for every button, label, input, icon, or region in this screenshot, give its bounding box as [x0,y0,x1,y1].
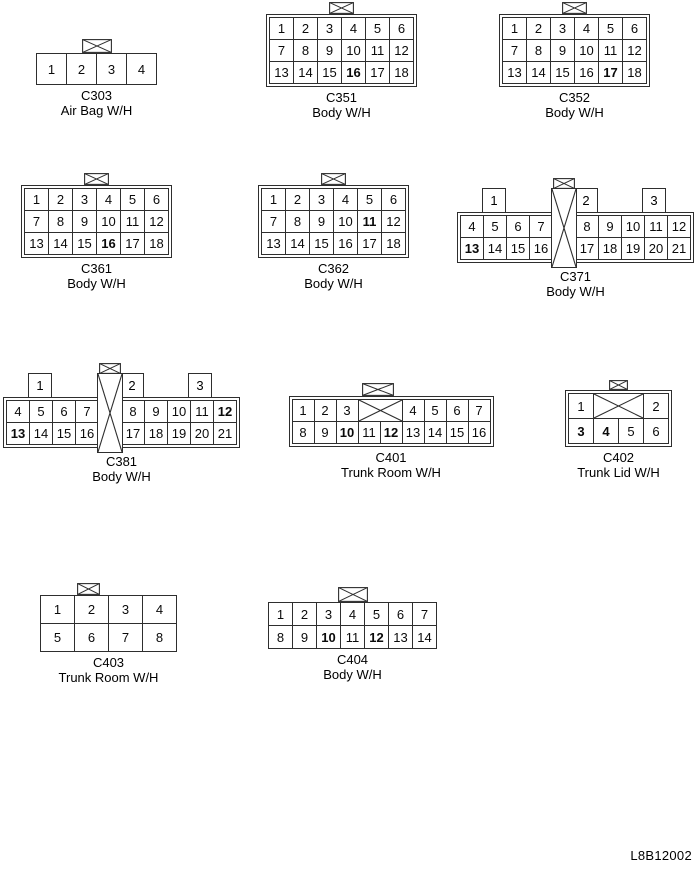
pin-cell: 4 [342,18,366,40]
connector-id-label: C361 [80,261,113,276]
pin-cell: 17 [358,233,382,255]
connector-c371 [457,178,694,299]
pin-cell: 8 [292,422,314,444]
pin-cell: 6 [53,401,76,423]
pin-cell: 15 [446,422,468,444]
pin-cell: 13 [270,62,294,84]
pin-cell: 9 [310,211,334,233]
top-pin-cell: 3 [642,188,666,213]
connector-housing [266,14,417,87]
pin-cell: 4 [127,54,157,85]
pin-cell: 6 [382,189,406,211]
connector-pin-grid [268,602,437,649]
pin-cell: 13 [461,238,484,260]
pin-cell: 11 [121,211,145,233]
pin-cell: 5 [484,216,507,238]
pin-cell: 3 [318,18,342,40]
pin-cell: 10 [622,216,645,238]
connector-lock-tab-icon [338,587,368,602]
connector-c351 [266,2,417,120]
pin-cell: 9 [314,422,336,444]
pin-cell: 5 [599,18,623,40]
pin-cell: 7 [468,400,490,422]
connector-c381 [3,363,240,484]
pin-cell: 7 [530,216,553,238]
pin-cell: 4 [7,401,30,423]
pin-cell: 3 [310,189,334,211]
pin-cell: 4 [143,596,177,624]
pin-cell: 4 [461,216,484,238]
pin-cell: 11 [599,40,623,62]
pin-cell: 3 [97,54,127,85]
pin-cell: 12 [145,211,169,233]
connector-housing [21,185,172,258]
connector-c404 [267,587,438,682]
connector-lock-tab-icon [84,173,109,185]
connector-c403 [40,583,177,685]
pin-cell: 18 [382,233,406,255]
pin-cell: 2 [67,54,97,85]
pin-cell: 13 [25,233,49,255]
pin-cell: 5 [30,401,53,423]
connector-lock-tab-icon [77,583,100,595]
connector-c362 [258,173,409,291]
pin-cell: 15 [507,238,530,260]
pin-cell: 8 [269,626,293,649]
connector-pin-grid [24,188,169,255]
connector-harness-label: Body W/H [323,667,382,682]
connector-c303 [33,39,160,118]
pin-cell: 16 [334,233,358,255]
pin-cell: 6 [390,18,414,40]
pin-cell: 20 [645,238,668,260]
top-pin-cell: 3 [188,373,212,398]
pin-cell: 10 [334,211,358,233]
pin-cell: 8 [49,211,73,233]
pin-cell: 15 [551,62,575,84]
pin-cell: 2 [294,18,318,40]
pin-cell: 10 [97,211,121,233]
pin-cell: 2 [527,18,551,40]
pin-cell: 1 [503,18,527,40]
pin-cell: 4 [341,603,365,626]
pin-cell: 18 [390,62,414,84]
connector-harness-label: Trunk Room W/H [341,465,441,480]
pin-cell: 5 [121,189,145,211]
connector-lock-tab-icon [362,383,394,396]
pin-cell: 7 [76,401,99,423]
figure-code: L8B12002 [630,848,692,863]
pin-cell: 12 [390,40,414,62]
pin-cell: 11 [341,626,365,649]
pin-cell: 4 [575,18,599,40]
pin-cell: 4 [594,419,619,444]
connector-c352 [499,2,650,120]
pin-cell: 16 [530,238,553,260]
pin-cell: 10 [336,422,358,444]
pin-cell: 2 [75,596,109,624]
connector-pin-grid [36,53,157,85]
connector-harness-label: Trunk Room W/H [58,670,159,685]
pin-cell: 14 [30,423,53,445]
pin-cell: 2 [293,603,317,626]
pin-cell: 7 [109,624,143,652]
pin-cell: 19 [168,423,191,445]
connector-housing [499,14,650,87]
pin-cell: 11 [645,216,668,238]
pin-cell: 3 [336,400,358,422]
pin-cell: 4 [97,189,121,211]
connector-id-label: C362 [317,261,350,276]
pin-cell: 18 [623,62,647,84]
pin-cell: 19 [622,238,645,260]
pin-cell: 13 [402,422,424,444]
pin-cell: 18 [145,423,168,445]
pin-cell: 14 [484,238,507,260]
pin-cell: 7 [503,40,527,62]
pin-cell: 4 [402,400,424,422]
pin-cell: 16 [342,62,366,84]
connector-id-label: C351 [325,90,358,105]
pin-cell: 15 [53,423,76,445]
connector-pin-grid [269,17,414,84]
pin-cell: 1 [569,394,594,419]
pin-cell: 8 [576,216,599,238]
pin-cell: 12 [668,216,691,238]
pin-cell: 6 [644,419,669,444]
pin-cell: 1 [269,603,293,626]
pin-cell: 21 [668,238,691,260]
pin-cell: 16 [76,423,99,445]
pin-cell: 10 [575,40,599,62]
pin-cell: 7 [270,40,294,62]
pin-cell: 3 [569,419,594,444]
pin-cell: 5 [366,18,390,40]
pin-cell: 20 [191,423,214,445]
connector-harness-label: Body W/H [545,105,604,120]
pin-cell: 1 [25,189,49,211]
connector-harness-label: Trunk Lid W/H [577,465,660,480]
pin-cell: 2 [644,394,669,419]
pin-cell: 1 [292,400,314,422]
pin-cell: 11 [358,211,382,233]
connector-harness-label: Air Bag W/H [60,103,133,118]
pin-cell: 1 [270,18,294,40]
connector-housing [565,390,672,447]
pin-cell: 14 [294,62,318,84]
pin-cell: 8 [294,40,318,62]
pin-cell: 7 [413,603,437,626]
pin-cell: 9 [551,40,575,62]
connector-id-label: C401 [375,450,407,465]
pin-cell: 5 [41,624,75,652]
pin-cell: 13 [503,62,527,84]
pin-cell: 17 [121,233,145,255]
pin-cell: 17 [599,62,623,84]
connector-pin-grid [568,393,669,444]
pin-cell: 18 [599,238,622,260]
pin-cell: 14 [49,233,73,255]
pin-cell: 4 [334,189,358,211]
pin-cell: 12 [214,401,237,423]
connector-id-label: C371 [559,269,592,284]
pin-cell: 3 [551,18,575,40]
pin-cell: 3 [317,603,341,626]
connector-lock-tab-icon [562,2,587,14]
connector-harness-label: Body W/H [304,276,363,291]
pin-cell: 15 [310,233,334,255]
pin-cell: 6 [623,18,647,40]
pin-cell: 5 [358,189,382,211]
connector-c361 [21,173,172,291]
pin-cell: 21 [214,423,237,445]
pin-cell: 15 [73,233,97,255]
pin-cell: 12 [380,422,402,444]
top-pin-cell: 2 [574,188,598,213]
pin-cell: 16 [97,233,121,255]
pin-cell: 6 [507,216,530,238]
connector-id-label: C402 [602,450,635,465]
pin-cell: 17 [122,423,145,445]
pin-cell: 16 [468,422,490,444]
connector-lock-tab-icon [82,39,112,53]
top-pin-cell: 1 [28,373,52,398]
pin-cell: 8 [286,211,310,233]
pin-cell: 6 [145,189,169,211]
pin-cell: 13 [389,626,413,649]
pin-cell: 2 [49,189,73,211]
pin-cell: 8 [527,40,551,62]
connector-key-x-icon [594,394,644,419]
connector-latch-icon [551,188,577,268]
connector-harness-label: Body W/H [312,105,371,120]
connector-c402 [565,380,672,480]
connector-pin-grid [261,188,406,255]
connector-housing [289,396,494,447]
connector-harness-label: Body W/H [546,284,605,299]
pin-cell: 13 [262,233,286,255]
pin-cell: 5 [365,603,389,626]
pin-cell: 10 [317,626,341,649]
pin-cell: 9 [145,401,168,423]
pin-cell: 9 [599,216,622,238]
pin-cell: 6 [75,624,109,652]
pin-cell: 7 [262,211,286,233]
pin-cell: 17 [366,62,390,84]
pin-cell: 18 [145,233,169,255]
pin-cell: 11 [191,401,214,423]
pin-cell: 6 [389,603,413,626]
connector-c401 [287,383,495,480]
connector-lock-tab-icon [321,173,346,185]
connector-lock-tab-icon [329,2,354,14]
connector-harness-label: Body W/H [92,469,151,484]
connector-key-x-icon [358,400,402,422]
connector-pin-grid [502,17,647,84]
pin-cell: 14 [413,626,437,649]
pin-cell: 12 [382,211,406,233]
pin-cell: 12 [365,626,389,649]
pin-cell: 17 [576,238,599,260]
top-pin-cell: 1 [482,188,506,213]
pin-cell: 5 [619,419,644,444]
pin-cell: 8 [122,401,145,423]
pin-cell: 3 [109,596,143,624]
pin-cell: 9 [73,211,97,233]
pin-cell: 9 [318,40,342,62]
pin-cell: 7 [25,211,49,233]
pin-cell: 16 [575,62,599,84]
pin-cell: 12 [623,40,647,62]
top-pin-cell: 2 [120,373,144,398]
pin-cell: 11 [358,422,380,444]
connector-latch-icon [97,373,123,453]
connector-pin-grid [292,399,491,444]
connector-housing [258,185,409,258]
connector-id-label: C403 [92,655,125,670]
connector-id-label: C381 [105,454,138,469]
pin-cell: 2 [286,189,310,211]
pin-cell: 8 [143,624,177,652]
pin-cell: 3 [73,189,97,211]
connector-harness-label: Body W/H [67,276,126,291]
pin-cell: 5 [424,400,446,422]
pin-cell: 1 [262,189,286,211]
pin-cell: 14 [286,233,310,255]
pin-cell: 11 [366,40,390,62]
pin-cell: 13 [7,423,30,445]
connector-id-label: C404 [336,652,369,667]
pin-cell: 1 [37,54,67,85]
connector-lock-tab-icon [609,380,628,390]
pin-cell: 10 [168,401,191,423]
pin-cell: 9 [293,626,317,649]
connector-pin-grid [40,595,177,652]
connector-id-label: C303 [80,88,113,103]
pin-cell: 10 [342,40,366,62]
pin-cell: 6 [446,400,468,422]
connector-id-label: C352 [558,90,591,105]
pin-cell: 14 [424,422,446,444]
pin-cell: 15 [318,62,342,84]
pin-cell: 14 [527,62,551,84]
pin-cell: 2 [314,400,336,422]
pin-cell: 1 [41,596,75,624]
